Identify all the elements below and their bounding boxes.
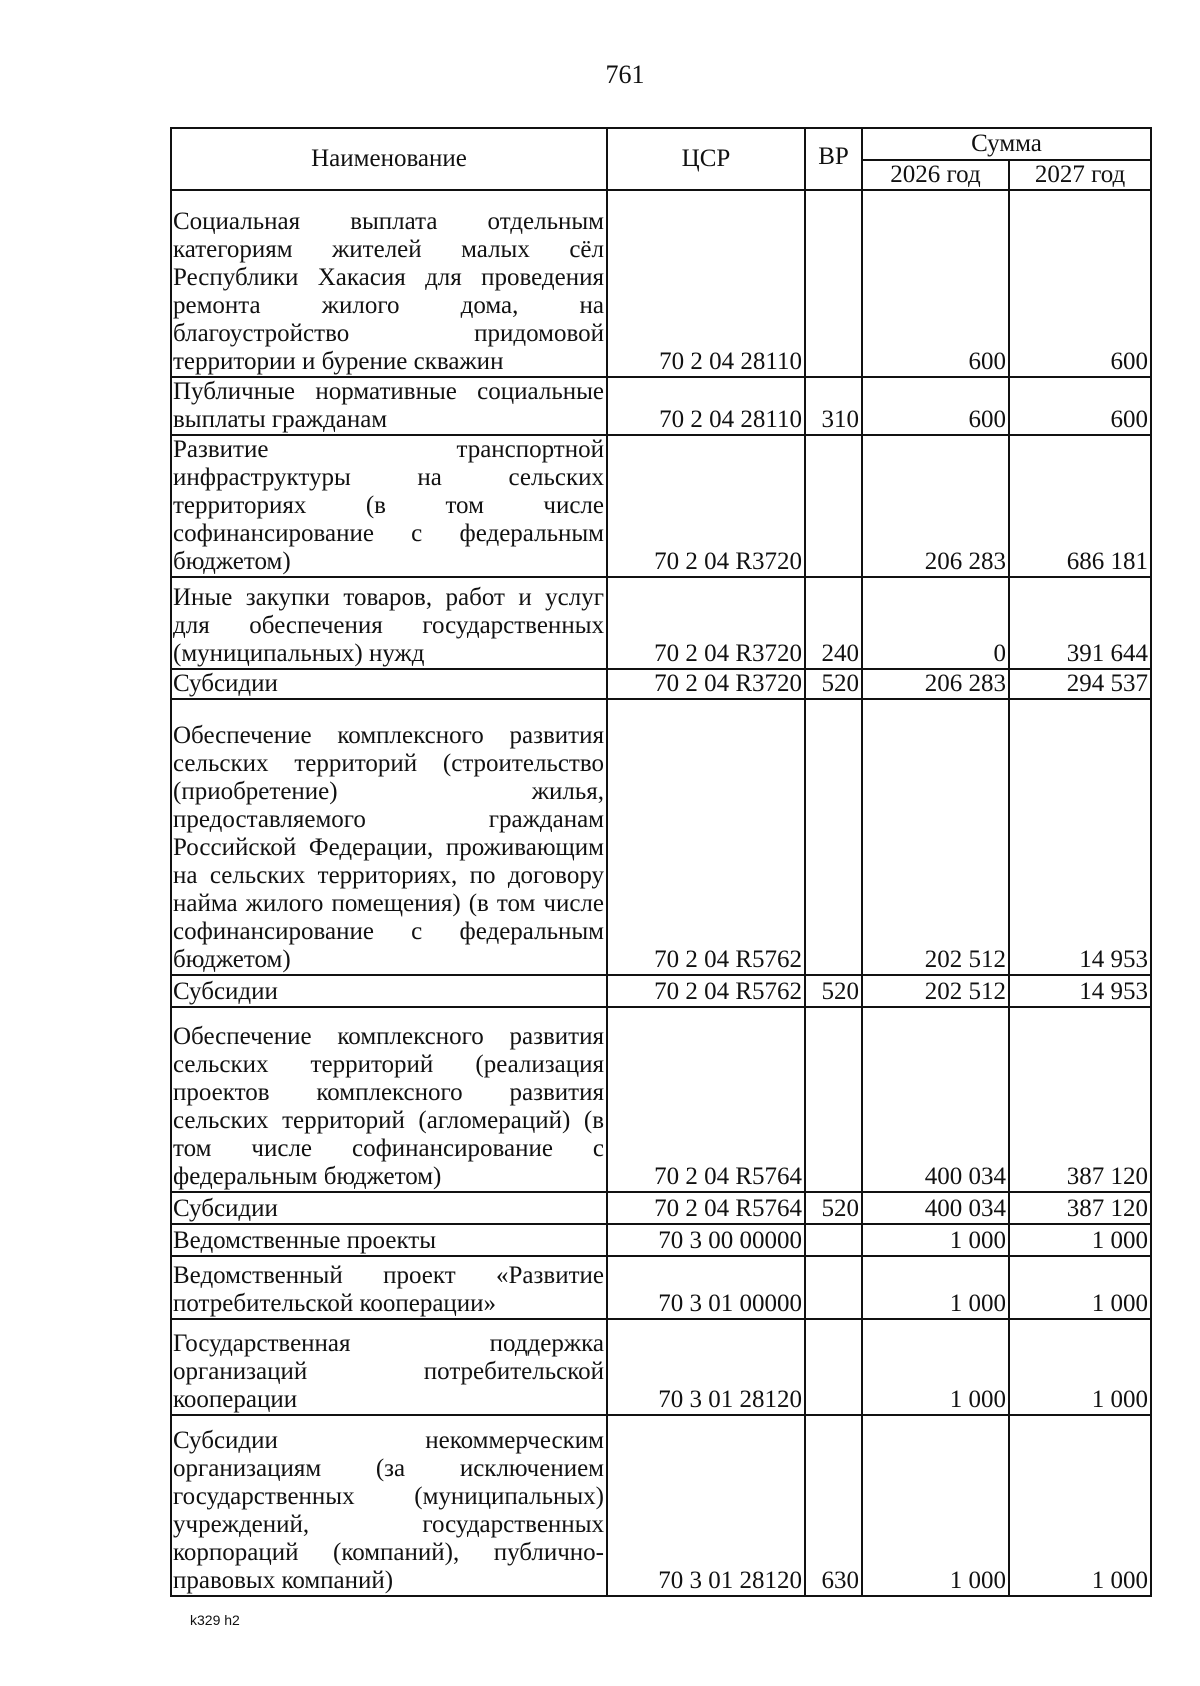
row-csr: 70 2 04 R5764: [607, 1192, 805, 1224]
row-2027: 391 644: [1009, 577, 1151, 669]
row-2027: 1 000: [1009, 1415, 1151, 1596]
row-name: Государственная поддержка организаций потребительской кооперации: [171, 1319, 607, 1415]
row-2027: 387 120: [1009, 1192, 1151, 1224]
table-row: [171, 1192, 1151, 1224]
row-vr: [805, 1256, 862, 1319]
row-2026: 400 034: [862, 1192, 1009, 1224]
row-csr: 70 2 04 R5762: [607, 975, 805, 1007]
row-name: Обеспечение комплексного развития сельских территорий (реализация проектов комплексного развития сельских территорий (агломераций) (в том числе софинансирование с федеральным бюджетом): [171, 1007, 607, 1192]
row-2027: 600: [1009, 377, 1151, 435]
table-row: [171, 1415, 1151, 1596]
row-csr: 70 2 04 R5764: [607, 1007, 805, 1192]
row-name: Социальная выплата отдельным категориям жителей малых сёл Республики Хакасия для проведения ремонта жилого дома, на благоустройство придомовой территории и бурение скважин: [171, 190, 607, 377]
row-2026: 202 512: [862, 975, 1009, 1007]
row-csr: 70 3 01 28120: [607, 1415, 805, 1596]
row-2026: 600: [862, 377, 1009, 435]
table-row: [171, 435, 1151, 577]
header-sum: Сумма: [862, 128, 1151, 160]
row-2027: 1 000: [1009, 1319, 1151, 1415]
row-csr: 70 3 01 28120: [607, 1319, 805, 1415]
row-2026: 600: [862, 190, 1009, 377]
row-vr: 630: [805, 1415, 862, 1596]
row-2027: 686 181: [1009, 435, 1151, 577]
row-2027: 14 953: [1009, 699, 1151, 975]
row-name: Субсидии: [171, 975, 607, 1007]
row-vr: 240: [805, 577, 862, 669]
row-name: Ведомственные проекты: [171, 1224, 607, 1256]
header-2027: 2027 год: [1009, 160, 1151, 190]
row-2026: 206 283: [862, 435, 1009, 577]
row-csr: 70 2 04 R3720: [607, 577, 805, 669]
row-name: Субсидии: [171, 1192, 607, 1224]
table-row: [171, 190, 1151, 377]
footer-code: k329 h2: [190, 1612, 240, 1628]
row-2026: 1 000: [862, 1415, 1009, 1596]
row-2026: 202 512: [862, 699, 1009, 975]
row-2027: 600: [1009, 190, 1151, 377]
row-csr: 70 2 04 R3720: [607, 669, 805, 699]
row-vr: 520: [805, 975, 862, 1007]
row-2026: 206 283: [862, 669, 1009, 699]
row-name: Субсидии: [171, 669, 607, 699]
row-vr: 310: [805, 377, 862, 435]
row-csr: 70 3 01 00000: [607, 1256, 805, 1319]
table-row: [171, 1319, 1151, 1415]
header-vr: ВР: [805, 128, 862, 190]
header-2026: 2026 год: [862, 160, 1009, 190]
header-name: Наименование: [171, 128, 607, 190]
row-csr: 70 3 00 00000: [607, 1224, 805, 1256]
row-vr: [805, 699, 862, 975]
row-vr: [805, 1007, 862, 1192]
row-2027: 294 537: [1009, 669, 1151, 699]
row-2027: 1 000: [1009, 1224, 1151, 1256]
table-row: [171, 1256, 1151, 1319]
row-2026: 1 000: [862, 1256, 1009, 1319]
page-number: 761: [605, 60, 645, 89]
table-row: [171, 975, 1151, 1007]
row-2026: 1 000: [862, 1319, 1009, 1415]
row-vr: [805, 1319, 862, 1415]
table-row: [171, 699, 1151, 975]
row-name: Иные закупки товаров, работ и услуг для обеспечения государственных (муниципальных) нужд: [171, 577, 607, 669]
row-vr: 520: [805, 1192, 862, 1224]
row-2027: 387 120: [1009, 1007, 1151, 1192]
table-row: [171, 377, 1151, 435]
row-name: Публичные нормативные социальные выплаты гражданам: [171, 377, 607, 435]
row-csr: 70 2 04 R3720: [607, 435, 805, 577]
table-row: [171, 1224, 1151, 1256]
table-row: [171, 1007, 1151, 1192]
row-name: Обеспечение комплексного развития сельских территорий (строительство (приобретение) жилья, предоставляемого гражданам Российской Федерации, проживающим на сельских территориях, по договору найма жилого помещения) (в том числе софинансирование с федеральным бюджетом): [171, 699, 607, 975]
row-2026: 0: [862, 577, 1009, 669]
row-vr: [805, 435, 862, 577]
row-vr: 520: [805, 669, 862, 699]
budget-table: [170, 127, 1152, 1597]
row-csr: 70 2 04 28110: [607, 190, 805, 377]
row-2026: 1 000: [862, 1224, 1009, 1256]
row-csr: 70 2 04 28110: [607, 377, 805, 435]
row-2026: 400 034: [862, 1007, 1009, 1192]
header-csr: ЦСР: [607, 128, 805, 190]
row-2027: 14 953: [1009, 975, 1151, 1007]
row-2027: 1 000: [1009, 1256, 1151, 1319]
row-name: Ведомственный проект «Развитие потребительской кооперации»: [171, 1256, 607, 1319]
row-name: Развитие транспортной инфраструктуры на сельских территориях (в том числе софинансирование с федеральным бюджетом): [171, 435, 607, 577]
row-name: Субсидии некоммерческим организациям (за исключением государственных (муниципальных) учреждений, государственных корпораций (компаний), публично-правовых компаний): [171, 1415, 607, 1596]
table-row: [171, 577, 1151, 669]
row-vr: [805, 1224, 862, 1256]
row-csr: 70 2 04 R5762: [607, 699, 805, 975]
table-row: [171, 669, 1151, 699]
row-vr: [805, 190, 862, 377]
